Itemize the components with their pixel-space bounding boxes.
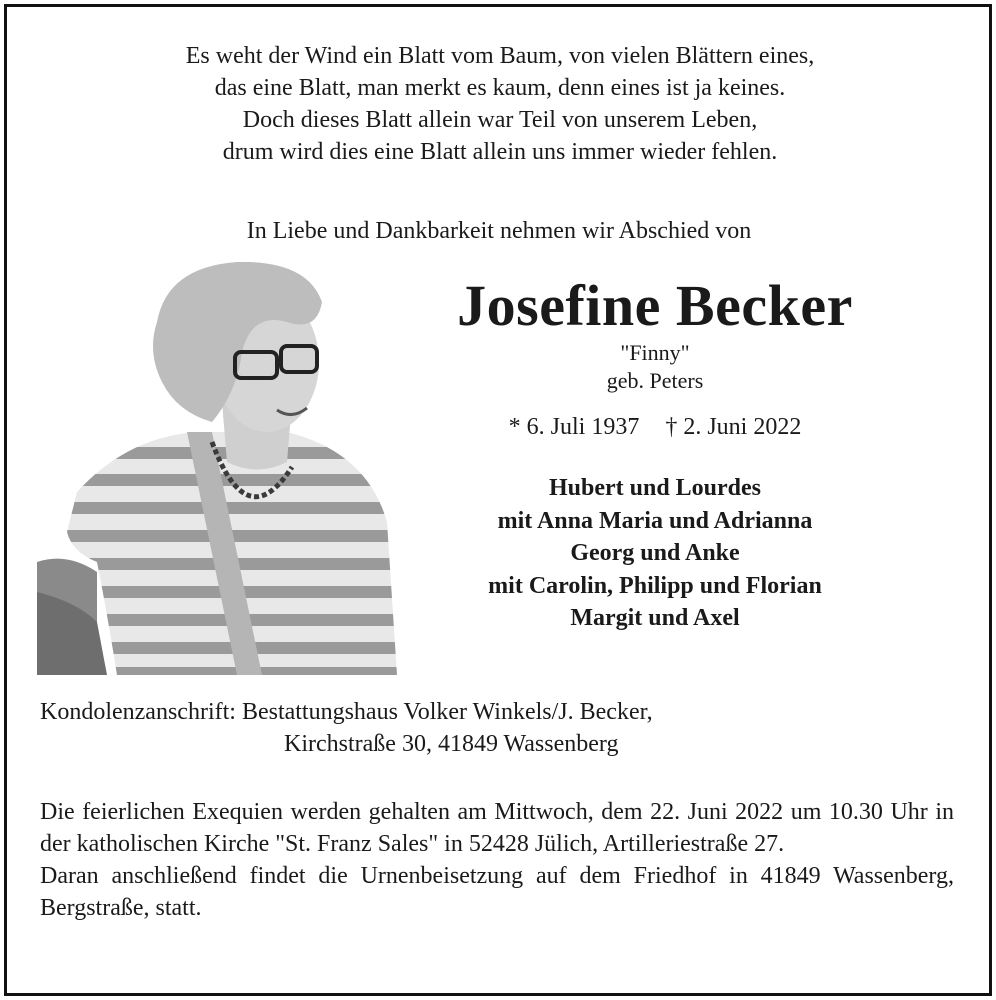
- deceased-name: Josefine Becker: [457, 273, 853, 338]
- address-line-2: Kirchstraße 30, 41849 Wassenberg: [284, 731, 619, 757]
- poem-line: Es weht der Wind ein Blatt vom Baum, von vielen Blättern eines,: [185, 43, 815, 69]
- poem-line: Doch dieses Blatt allein war Teil von unserem Leben,: [242, 107, 758, 133]
- deceased-birth-name: geb. Peters: [606, 368, 704, 393]
- family-line: Georg und Anke: [570, 540, 740, 566]
- condolence-address: [40, 696, 980, 760]
- family-list: [400, 472, 910, 635]
- poem: [0, 40, 996, 168]
- birth-date: * 6. Juli 1937: [508, 414, 640, 440]
- life-dates: [400, 414, 910, 441]
- deceased-nickname: "Finny": [620, 340, 690, 365]
- death-date: † 2. Juni 2022: [665, 414, 802, 440]
- family-line: mit Anna Maria und Adrianna: [497, 507, 813, 534]
- intro-text: In Liebe und Dankbarkeit nehmen wir Abschied von: [246, 218, 752, 244]
- poem-line: das eine Blatt, man merkt es kaum, denn eines ist ja keines.: [214, 75, 786, 101]
- family-line: Margit und Axel: [570, 605, 740, 631]
- poem-line: drum wird dies eine Blatt allein uns immer wieder fehlen.: [222, 139, 778, 165]
- funeral-details: [40, 796, 954, 924]
- funeral-paragraph-1: Die feierlichen Exequien werden gehalten am Mittwoch, dem 22. Juni 2022 um 10.30 Uhr in der katholischen Kirche "St. Franz Sales" in 52428 Jülich, Artilleriestraße 27.: [40, 799, 954, 857]
- portrait-photo: [37, 262, 397, 675]
- family-line: Hubert und Lourdes: [548, 475, 762, 501]
- family-line: mit Carolin, Philipp und Florian: [488, 572, 822, 599]
- address-line-1: Kondolenzanschrift: Bestattungshaus Volker Winkels/J. Becker,: [40, 699, 653, 725]
- funeral-paragraph-2: Daran anschließend findet die Urnenbeisetzung auf dem Friedhof in 41849 Wassenberg, Bergstraße, statt.: [40, 863, 954, 921]
